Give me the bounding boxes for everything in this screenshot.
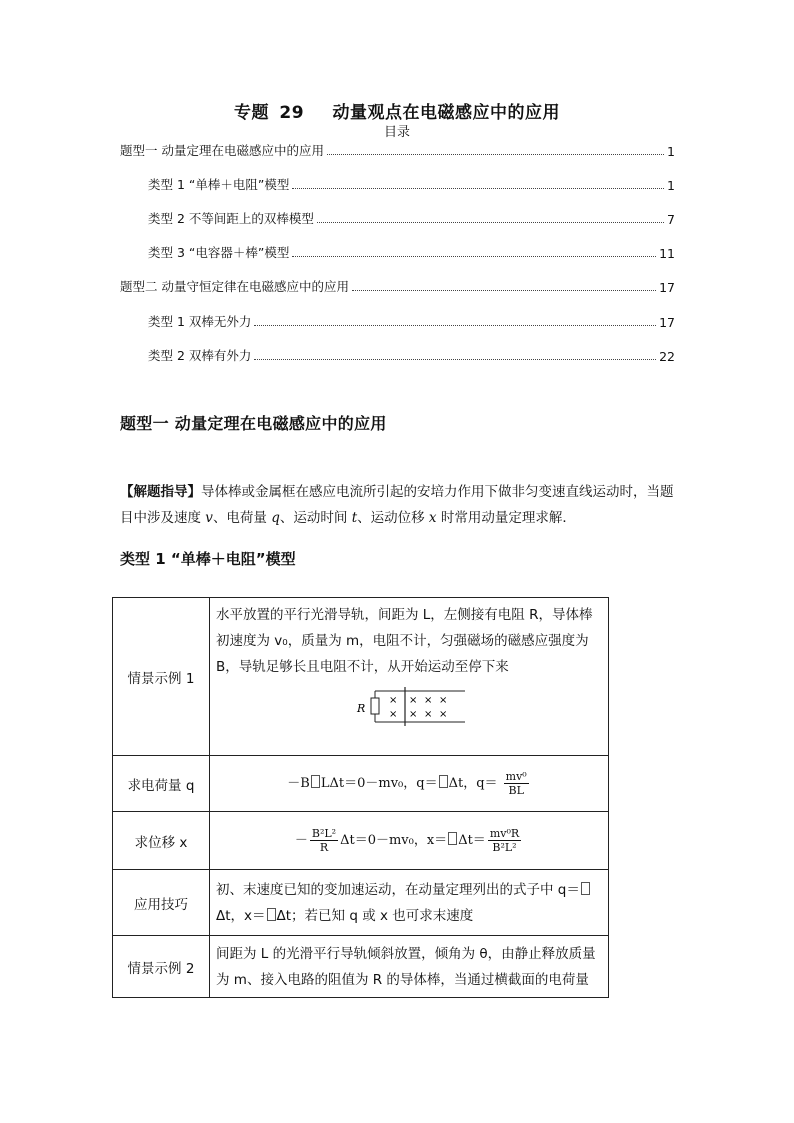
toc-entry-page: 17 bbox=[659, 315, 675, 330]
denominator: BL bbox=[508, 784, 524, 797]
fraction bbox=[504, 770, 529, 797]
toc-entry[interactable] bbox=[120, 141, 675, 159]
guide-paragraph bbox=[120, 479, 680, 531]
toc-entry[interactable] bbox=[148, 312, 675, 330]
toc-leader bbox=[317, 221, 664, 223]
toc-entry-label: 题型一 动量定理在电磁感应中的应用 bbox=[120, 143, 324, 158]
missing-glyph-icon bbox=[581, 882, 590, 895]
tip-text: 初、末速度已知的变加速运动，在动量定理列出的式子中 q＝ bbox=[216, 881, 580, 898]
row-content bbox=[210, 812, 609, 870]
scenario-text: 水平放置的平行光滑导轨，间距为 L，左侧接有电阻 R，导体棒初速度为 v₀，质量为 m，电阻不计，匀强磁场的磁感应强度为 B，导轨足够长且电阻不计，从开始运动至停下来 bbox=[216, 607, 593, 675]
table-row bbox=[113, 812, 609, 870]
formula-part: － bbox=[294, 833, 308, 848]
missing-glyph-icon bbox=[439, 775, 448, 788]
toc-leader bbox=[327, 153, 664, 155]
row-content: 间距为 L 的光滑平行导轨倾斜放置，倾角为 θ，由静止释放质量为 m、接入电路的阻值为 R 的导体棒，当通过横截面的电荷量 bbox=[210, 936, 609, 998]
toc-leader bbox=[254, 324, 656, 326]
toc-heading: 目录 bbox=[383, 125, 410, 140]
title-text: 动量观点在电磁感应中的应用 bbox=[332, 103, 560, 123]
toc-entry-label: 类型 2 不等间距上的双棒模型 bbox=[148, 211, 314, 226]
tip-text: Δt；若已知 q 或 x 也可求末速度 bbox=[276, 907, 474, 924]
toc-entry-page: 1 bbox=[667, 178, 675, 193]
toc-leader bbox=[352, 289, 656, 291]
toc-entry[interactable] bbox=[148, 346, 675, 364]
title-prefix: 专题 bbox=[233, 103, 269, 123]
numerator: mv⁰R bbox=[489, 827, 520, 840]
field-cross: × bbox=[424, 709, 433, 720]
formula-part: －B bbox=[287, 776, 310, 791]
numerator: B²L² bbox=[311, 827, 337, 840]
toc-entry-label: 类型 1 “单棒＋电阻”模型 bbox=[148, 177, 290, 192]
formula-part: L bbox=[320, 776, 330, 791]
numerator: mv⁰ bbox=[505, 770, 527, 783]
model-table bbox=[112, 597, 609, 998]
formula-part: Δt，q＝ bbox=[448, 776, 498, 791]
toc-entry-label: 题型二 动量守恒定律在电磁感应中的应用 bbox=[120, 279, 349, 294]
guide-end: 时常用动量定理求解． bbox=[440, 510, 576, 526]
row-label: 情景示例 2 bbox=[113, 936, 210, 998]
toc-entry[interactable] bbox=[148, 243, 675, 261]
guide-sep: 、运动位移 bbox=[357, 510, 425, 526]
toc-entry-page: 22 bbox=[659, 349, 675, 364]
table-row bbox=[113, 598, 609, 756]
field-cross: × bbox=[389, 709, 398, 720]
toc-leader bbox=[292, 255, 656, 257]
denominator: R bbox=[319, 841, 329, 854]
table-row bbox=[113, 936, 609, 998]
field-cross: × bbox=[389, 695, 398, 706]
resistor-label: R bbox=[357, 702, 366, 715]
field-cross: × bbox=[409, 709, 418, 720]
var-v: v bbox=[205, 510, 213, 526]
toc-entry-label: 类型 2 双棒有外力 bbox=[148, 348, 252, 363]
denominator: B²L² bbox=[492, 841, 517, 854]
toc-leader bbox=[292, 187, 664, 189]
row-label: 情景示例 1 bbox=[113, 598, 210, 756]
row-content bbox=[210, 598, 609, 756]
field-cross: × bbox=[439, 695, 448, 706]
guide-sep: 、运动时间 bbox=[279, 510, 348, 526]
guide-tag: 【解题指导】 bbox=[120, 484, 201, 500]
var-q: q bbox=[271, 510, 280, 526]
formula-part: Δt＝0－mv₀，q＝ bbox=[329, 776, 438, 791]
guide-text: 导体棒或金属框在感应电流所引起的安培力作用下做非匀变速直线运动时，当题目中涉及速度 bbox=[120, 484, 674, 526]
toc-entry-page: 17 bbox=[659, 280, 675, 295]
toc-entry[interactable] bbox=[120, 277, 675, 295]
field-cross: × bbox=[409, 695, 418, 706]
guide-sep: 、电荷量 bbox=[212, 510, 267, 526]
field-cross: × bbox=[439, 709, 448, 720]
field-cross: × bbox=[424, 695, 433, 706]
var-t: t bbox=[351, 510, 358, 526]
toc-entry[interactable] bbox=[148, 175, 675, 193]
title-number: 29 bbox=[279, 103, 305, 123]
formula-part: Δt＝ bbox=[458, 833, 486, 848]
circuit-diagram bbox=[353, 686, 553, 730]
row-label: 应用技巧 bbox=[113, 870, 210, 936]
toc-entry-label: 类型 3 “电容器＋棒”模型 bbox=[148, 245, 290, 260]
toc-entry[interactable] bbox=[148, 209, 675, 227]
row-content bbox=[210, 870, 609, 936]
formula-part: Δt＝0－mv₀，x＝ bbox=[340, 833, 448, 848]
toc-entry-label: 类型 1 双棒无外力 bbox=[148, 314, 252, 329]
missing-glyph-icon bbox=[448, 832, 457, 845]
section-heading: 题型一 动量定理在电磁感应中的应用 bbox=[120, 414, 387, 433]
toc-entry-page: 11 bbox=[659, 246, 675, 261]
row-content bbox=[210, 756, 609, 812]
tip-text: Δt，x＝ bbox=[216, 907, 266, 924]
circuit-figure bbox=[216, 680, 602, 732]
missing-glyph-icon bbox=[267, 908, 276, 921]
toc-leader bbox=[254, 358, 656, 360]
fraction bbox=[488, 827, 521, 854]
toc-entry-page: 7 bbox=[667, 212, 675, 227]
var-x: x bbox=[428, 510, 437, 526]
row-label: 求电荷量 q bbox=[113, 756, 210, 812]
type-subheading: 类型 1 “单棒＋电阻”模型 bbox=[120, 550, 296, 568]
toc-entry-page: 1 bbox=[667, 144, 675, 159]
row-label: 求位移 x bbox=[113, 812, 210, 870]
document-title bbox=[0, 98, 794, 123]
table-row bbox=[113, 870, 609, 936]
missing-glyph-icon bbox=[311, 775, 320, 788]
fraction bbox=[310, 827, 338, 854]
table-row bbox=[113, 756, 609, 812]
